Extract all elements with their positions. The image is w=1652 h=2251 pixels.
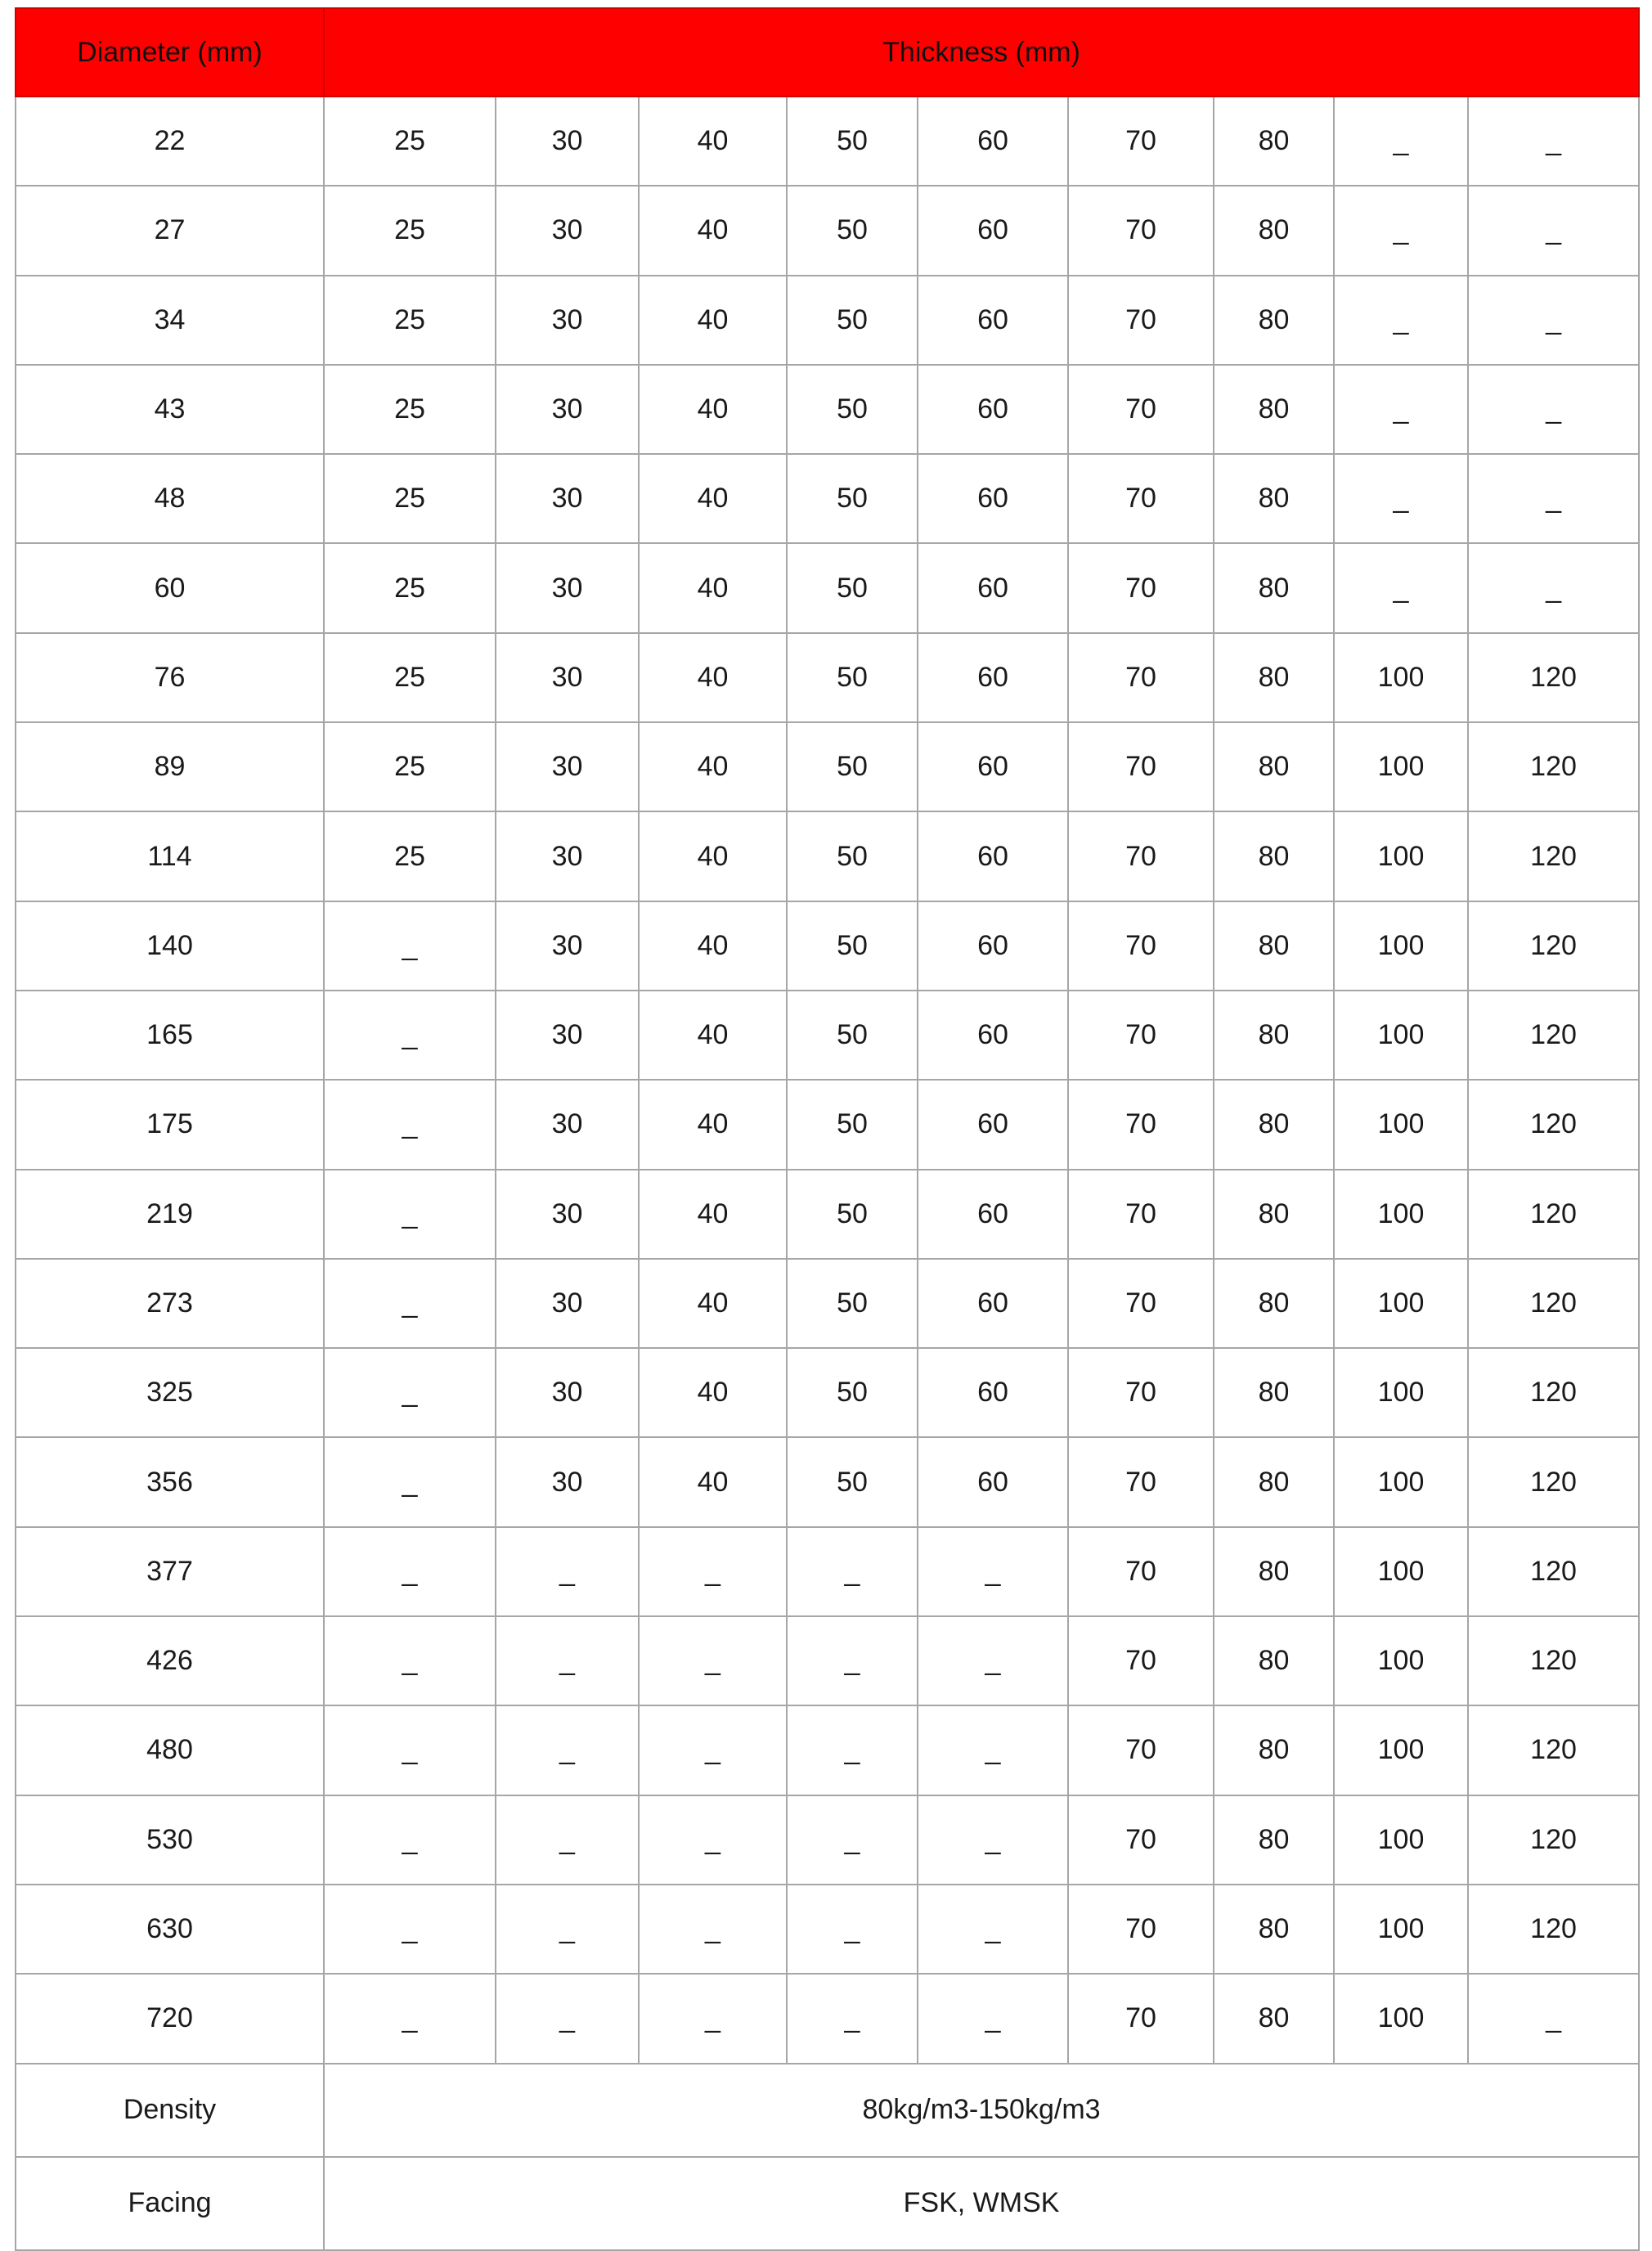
thickness-cell: 80 [1214, 1705, 1334, 1795]
thickness-cell: 60 [918, 1437, 1068, 1526]
thickness-cell: 50 [787, 991, 918, 1080]
thickness-cell: _ [918, 1974, 1068, 2063]
thickness-cell: 100 [1334, 1795, 1468, 1885]
thickness-cell: 40 [639, 1080, 787, 1169]
thickness-cell: _ [324, 901, 496, 991]
thickness-cell: 30 [496, 97, 639, 186]
thickness-cell: 70 [1068, 633, 1214, 722]
thickness-cell: 120 [1468, 1437, 1639, 1526]
thickness-cell: 30 [496, 1348, 639, 1437]
thickness-cell: 30 [496, 991, 639, 1080]
thickness-cell: 80 [1214, 365, 1334, 454]
thickness-cell: _ [1468, 97, 1639, 186]
thickness-cell: 60 [918, 1080, 1068, 1169]
thickness-cell: 80 [1214, 991, 1334, 1080]
thickness-cell: _ [639, 1885, 787, 1974]
thickness-cell: 40 [639, 454, 787, 543]
thickness-cell: 100 [1334, 722, 1468, 811]
thickness-cell: _ [496, 1705, 639, 1795]
thickness-cell: 80 [1214, 1259, 1334, 1348]
thickness-cell: _ [639, 1974, 787, 2063]
thickness-cell: 70 [1068, 454, 1214, 543]
thickness-cell: 60 [918, 1170, 1068, 1259]
thickness-cell: 30 [496, 276, 639, 365]
thickness-cell: 80 [1214, 97, 1334, 186]
thickness-cell: _ [787, 1527, 918, 1616]
thickness-cell: 60 [918, 365, 1068, 454]
thickness-cell: 70 [1068, 365, 1214, 454]
thickness-cell: _ [1334, 365, 1468, 454]
thickness-cell: 50 [787, 97, 918, 186]
density-value: 80kg/m3-150kg/m3 [324, 2064, 1639, 2157]
thickness-cell: 40 [639, 901, 787, 991]
thickness-cell: 80 [1214, 811, 1334, 901]
thickness-cell: 70 [1068, 1616, 1214, 1705]
thickness-cell: 70 [1068, 991, 1214, 1080]
diameter-cell: 43 [16, 365, 324, 454]
table-body [16, 97, 1639, 2064]
table-row [16, 1527, 1639, 1616]
diameter-cell: 114 [16, 811, 324, 901]
thickness-cell: 70 [1068, 276, 1214, 365]
thickness-cell: _ [787, 1705, 918, 1795]
thickness-cell: 60 [918, 811, 1068, 901]
thickness-cell: 30 [496, 722, 639, 811]
thickness-cell: 30 [496, 365, 639, 454]
thickness-cell: 40 [639, 1437, 787, 1526]
thickness-cell: 80 [1214, 276, 1334, 365]
thickness-cell: 50 [787, 186, 918, 275]
diameter-cell: 22 [16, 97, 324, 186]
thickness-cell: 100 [1334, 1170, 1468, 1259]
thickness-cell: 70 [1068, 1795, 1214, 1885]
thickness-cell: _ [1468, 186, 1639, 275]
thickness-cell: 25 [324, 633, 496, 722]
thickness-cell: 25 [324, 454, 496, 543]
diameter-cell: 356 [16, 1437, 324, 1526]
thickness-cell: 30 [496, 1170, 639, 1259]
thickness-cell: _ [324, 1348, 496, 1437]
thickness-cell: 30 [496, 811, 639, 901]
thickness-cell: 80 [1214, 722, 1334, 811]
table-row [16, 722, 1639, 811]
thickness-cell: _ [496, 1527, 639, 1616]
table-row [16, 991, 1639, 1080]
thickness-cell: 120 [1468, 722, 1639, 811]
thickness-cell: 120 [1468, 1170, 1639, 1259]
density-label: Density [16, 2064, 324, 2157]
thickness-cell: 100 [1334, 901, 1468, 991]
thickness-cell: _ [918, 1795, 1068, 1885]
table-row [16, 186, 1639, 275]
thickness-cell: 70 [1068, 811, 1214, 901]
thickness-cell: 50 [787, 722, 918, 811]
thickness-cell: 120 [1468, 633, 1639, 722]
thickness-cell: _ [639, 1705, 787, 1795]
diameter-cell: 140 [16, 901, 324, 991]
thickness-cell: 70 [1068, 901, 1214, 991]
thickness-cell: 30 [496, 186, 639, 275]
thickness-cell: 80 [1214, 1885, 1334, 1974]
thickness-cell: 70 [1068, 1705, 1214, 1795]
table-row [16, 811, 1639, 901]
thickness-cell: _ [787, 1795, 918, 1885]
diameter-cell: 720 [16, 1974, 324, 2063]
thickness-cell: 100 [1334, 991, 1468, 1080]
thickness-cell: 50 [787, 633, 918, 722]
thickness-cell: 60 [918, 991, 1068, 1080]
thickness-cell: 70 [1068, 1170, 1214, 1259]
table-row [16, 1616, 1639, 1705]
thickness-cell: _ [324, 1974, 496, 2063]
thickness-cell: 40 [639, 1259, 787, 1348]
thickness-cell: 25 [324, 97, 496, 186]
thickness-cell: 30 [496, 543, 639, 632]
thickness-cell: _ [1334, 454, 1468, 543]
thickness-cell: _ [324, 1885, 496, 1974]
table-row [16, 1974, 1639, 2063]
thickness-cell: 80 [1214, 186, 1334, 275]
thickness-cell: 120 [1468, 1080, 1639, 1169]
thickness-cell: 80 [1214, 633, 1334, 722]
thickness-cell: 70 [1068, 1080, 1214, 1169]
thickness-cell: 80 [1214, 901, 1334, 991]
thickness-cell: 40 [639, 186, 787, 275]
table-row [16, 454, 1639, 543]
thickness-cell: 25 [324, 276, 496, 365]
thickness-cell: 25 [324, 186, 496, 275]
thickness-cell: 50 [787, 365, 918, 454]
thickness-cell: 120 [1468, 1259, 1639, 1348]
thickness-cell: 25 [324, 722, 496, 811]
thickness-cell: 30 [496, 1080, 639, 1169]
thickness-cell: 25 [324, 811, 496, 901]
thickness-cell: _ [918, 1527, 1068, 1616]
thickness-cell: 40 [639, 633, 787, 722]
header-row [16, 8, 1639, 97]
thickness-cell: 50 [787, 1080, 918, 1169]
thickness-cell: _ [496, 1795, 639, 1885]
thickness-cell: 80 [1214, 1616, 1334, 1705]
thickness-cell: 30 [496, 633, 639, 722]
thickness-cell: 50 [787, 1348, 918, 1437]
thickness-cell: 40 [639, 543, 787, 632]
thickness-cell: 50 [787, 1259, 918, 1348]
thickness-cell: _ [1334, 97, 1468, 186]
table-row [16, 1170, 1639, 1259]
thickness-cell: 30 [496, 1437, 639, 1526]
thickness-cell: _ [324, 1080, 496, 1169]
thickness-cell: 80 [1214, 1795, 1334, 1885]
density-row [16, 2064, 1639, 2157]
thickness-cell: _ [639, 1527, 787, 1616]
diameter-cell: 630 [16, 1885, 324, 1974]
diameter-cell: 76 [16, 633, 324, 722]
thickness-cell: _ [1468, 1974, 1639, 2063]
thickness-cell: _ [324, 1616, 496, 1705]
thickness-cell: 50 [787, 1170, 918, 1259]
table-row [16, 901, 1639, 991]
diameter-cell: 34 [16, 276, 324, 365]
thickness-cell: 100 [1334, 1080, 1468, 1169]
thickness-cell: 60 [918, 97, 1068, 186]
thickness-cell: 50 [787, 1437, 918, 1526]
thickness-cell: 120 [1468, 1616, 1639, 1705]
diameter-cell: 377 [16, 1527, 324, 1616]
thickness-cell: _ [324, 1170, 496, 1259]
thickness-cell: _ [1468, 454, 1639, 543]
table-row [16, 633, 1639, 722]
diameter-cell: 175 [16, 1080, 324, 1169]
thickness-cell: 70 [1068, 722, 1214, 811]
thickness-cell: _ [639, 1616, 787, 1705]
thickness-cell: 80 [1214, 1080, 1334, 1169]
thickness-header: Thickness (mm) [324, 8, 1639, 97]
thickness-cell: 60 [918, 454, 1068, 543]
diameter-cell: 273 [16, 1259, 324, 1348]
thickness-cell: 100 [1334, 633, 1468, 722]
thickness-cell: 80 [1214, 543, 1334, 632]
thickness-cell: 60 [918, 722, 1068, 811]
table-row [16, 1437, 1639, 1526]
table-row [16, 543, 1639, 632]
thickness-cell: 50 [787, 276, 918, 365]
thickness-cell: 60 [918, 1348, 1068, 1437]
thickness-cell: 40 [639, 1170, 787, 1259]
thickness-cell: 40 [639, 97, 787, 186]
thickness-cell: _ [787, 1616, 918, 1705]
thickness-cell: _ [1468, 276, 1639, 365]
thickness-cell: _ [787, 1885, 918, 1974]
thickness-cell: 80 [1214, 454, 1334, 543]
thickness-cell: 50 [787, 811, 918, 901]
thickness-cell: _ [324, 1259, 496, 1348]
thickness-cell: _ [1468, 365, 1639, 454]
thickness-cell: 50 [787, 543, 918, 632]
thickness-cell: 25 [324, 365, 496, 454]
table-row [16, 365, 1639, 454]
thickness-cell: 70 [1068, 1885, 1214, 1974]
thickness-cell: 120 [1468, 811, 1639, 901]
diameter-cell: 27 [16, 186, 324, 275]
thickness-cell: 60 [918, 276, 1068, 365]
diameter-header: Diameter (mm) [16, 8, 324, 97]
thickness-cell: _ [787, 1974, 918, 2063]
thickness-cell: 100 [1334, 1974, 1468, 2063]
thickness-cell: 70 [1068, 1527, 1214, 1616]
thickness-cell: 40 [639, 722, 787, 811]
thickness-cell: 70 [1068, 97, 1214, 186]
thickness-cell: 80 [1214, 1437, 1334, 1526]
thickness-cell: _ [324, 1795, 496, 1885]
thickness-cell: 120 [1468, 1527, 1639, 1616]
thickness-cell: 80 [1214, 1974, 1334, 2063]
thickness-cell: _ [1334, 543, 1468, 632]
thickness-cell: 40 [639, 365, 787, 454]
thickness-cell: 80 [1214, 1348, 1334, 1437]
thickness-cell: _ [1334, 276, 1468, 365]
table-row [16, 1705, 1639, 1795]
thickness-cell: _ [918, 1705, 1068, 1795]
thickness-cell: 40 [639, 811, 787, 901]
thickness-cell: 40 [639, 1348, 787, 1437]
thickness-cell: 50 [787, 901, 918, 991]
facing-value: FSK, WMSK [324, 2157, 1639, 2250]
thickness-cell: _ [1334, 186, 1468, 275]
thickness-cell: _ [918, 1885, 1068, 1974]
thickness-cell: 60 [918, 1259, 1068, 1348]
diameter-cell: 426 [16, 1616, 324, 1705]
diameter-cell: 89 [16, 722, 324, 811]
thickness-cell: 50 [787, 454, 918, 543]
thickness-cell: 80 [1214, 1527, 1334, 1616]
facing-label: Facing [16, 2157, 324, 2250]
thickness-cell: _ [324, 1527, 496, 1616]
thickness-cell: _ [639, 1795, 787, 1885]
table-row [16, 1885, 1639, 1974]
thickness-cell: 100 [1334, 811, 1468, 901]
diameter-cell: 60 [16, 543, 324, 632]
thickness-cell: 70 [1068, 1348, 1214, 1437]
diameter-cell: 530 [16, 1795, 324, 1885]
table-row [16, 276, 1639, 365]
table-row [16, 1080, 1639, 1169]
thickness-cell: 120 [1468, 991, 1639, 1080]
thickness-cell: 120 [1468, 1795, 1639, 1885]
thickness-cell: 100 [1334, 1705, 1468, 1795]
thickness-cell: _ [1468, 543, 1639, 632]
thickness-cell: _ [324, 991, 496, 1080]
thickness-cell: 120 [1468, 1885, 1639, 1974]
diameter-cell: 219 [16, 1170, 324, 1259]
thickness-cell: _ [324, 1705, 496, 1795]
thickness-cell: 60 [918, 186, 1068, 275]
thickness-cell: _ [324, 1437, 496, 1526]
table-row [16, 1795, 1639, 1885]
thickness-cell: 25 [324, 543, 496, 632]
thickness-cell: 120 [1468, 1348, 1639, 1437]
thickness-cell: 70 [1068, 1974, 1214, 2063]
thickness-cell: 70 [1068, 186, 1214, 275]
facing-row [16, 2157, 1639, 2250]
thickness-cell: _ [918, 1616, 1068, 1705]
thickness-cell: 40 [639, 991, 787, 1080]
thickness-cell: 70 [1068, 543, 1214, 632]
thickness-cell: 120 [1468, 901, 1639, 991]
thickness-cell: 100 [1334, 1616, 1468, 1705]
table-row [16, 97, 1639, 186]
thickness-cell: 120 [1468, 1705, 1639, 1795]
thickness-cell: 60 [918, 901, 1068, 991]
diameter-cell: 48 [16, 454, 324, 543]
table-row [16, 1259, 1639, 1348]
thickness-cell: 80 [1214, 1170, 1334, 1259]
thickness-cell: 30 [496, 454, 639, 543]
thickness-cell: _ [496, 1616, 639, 1705]
spec-table [15, 7, 1640, 2251]
thickness-cell: 100 [1334, 1885, 1468, 1974]
thickness-cell: 30 [496, 901, 639, 991]
thickness-cell: _ [496, 1974, 639, 2063]
thickness-cell: 70 [1068, 1259, 1214, 1348]
table-row [16, 1348, 1639, 1437]
diameter-cell: 165 [16, 991, 324, 1080]
thickness-cell: 100 [1334, 1527, 1468, 1616]
thickness-cell: 60 [918, 543, 1068, 632]
thickness-cell: 100 [1334, 1348, 1468, 1437]
thickness-cell: 30 [496, 1259, 639, 1348]
thickness-cell: 40 [639, 276, 787, 365]
thickness-cell: 100 [1334, 1437, 1468, 1526]
thickness-cell: 100 [1334, 1259, 1468, 1348]
thickness-cell: 60 [918, 633, 1068, 722]
diameter-cell: 325 [16, 1348, 324, 1437]
thickness-cell: 70 [1068, 1437, 1214, 1526]
thickness-cell: _ [496, 1885, 639, 1974]
diameter-cell: 480 [16, 1705, 324, 1795]
